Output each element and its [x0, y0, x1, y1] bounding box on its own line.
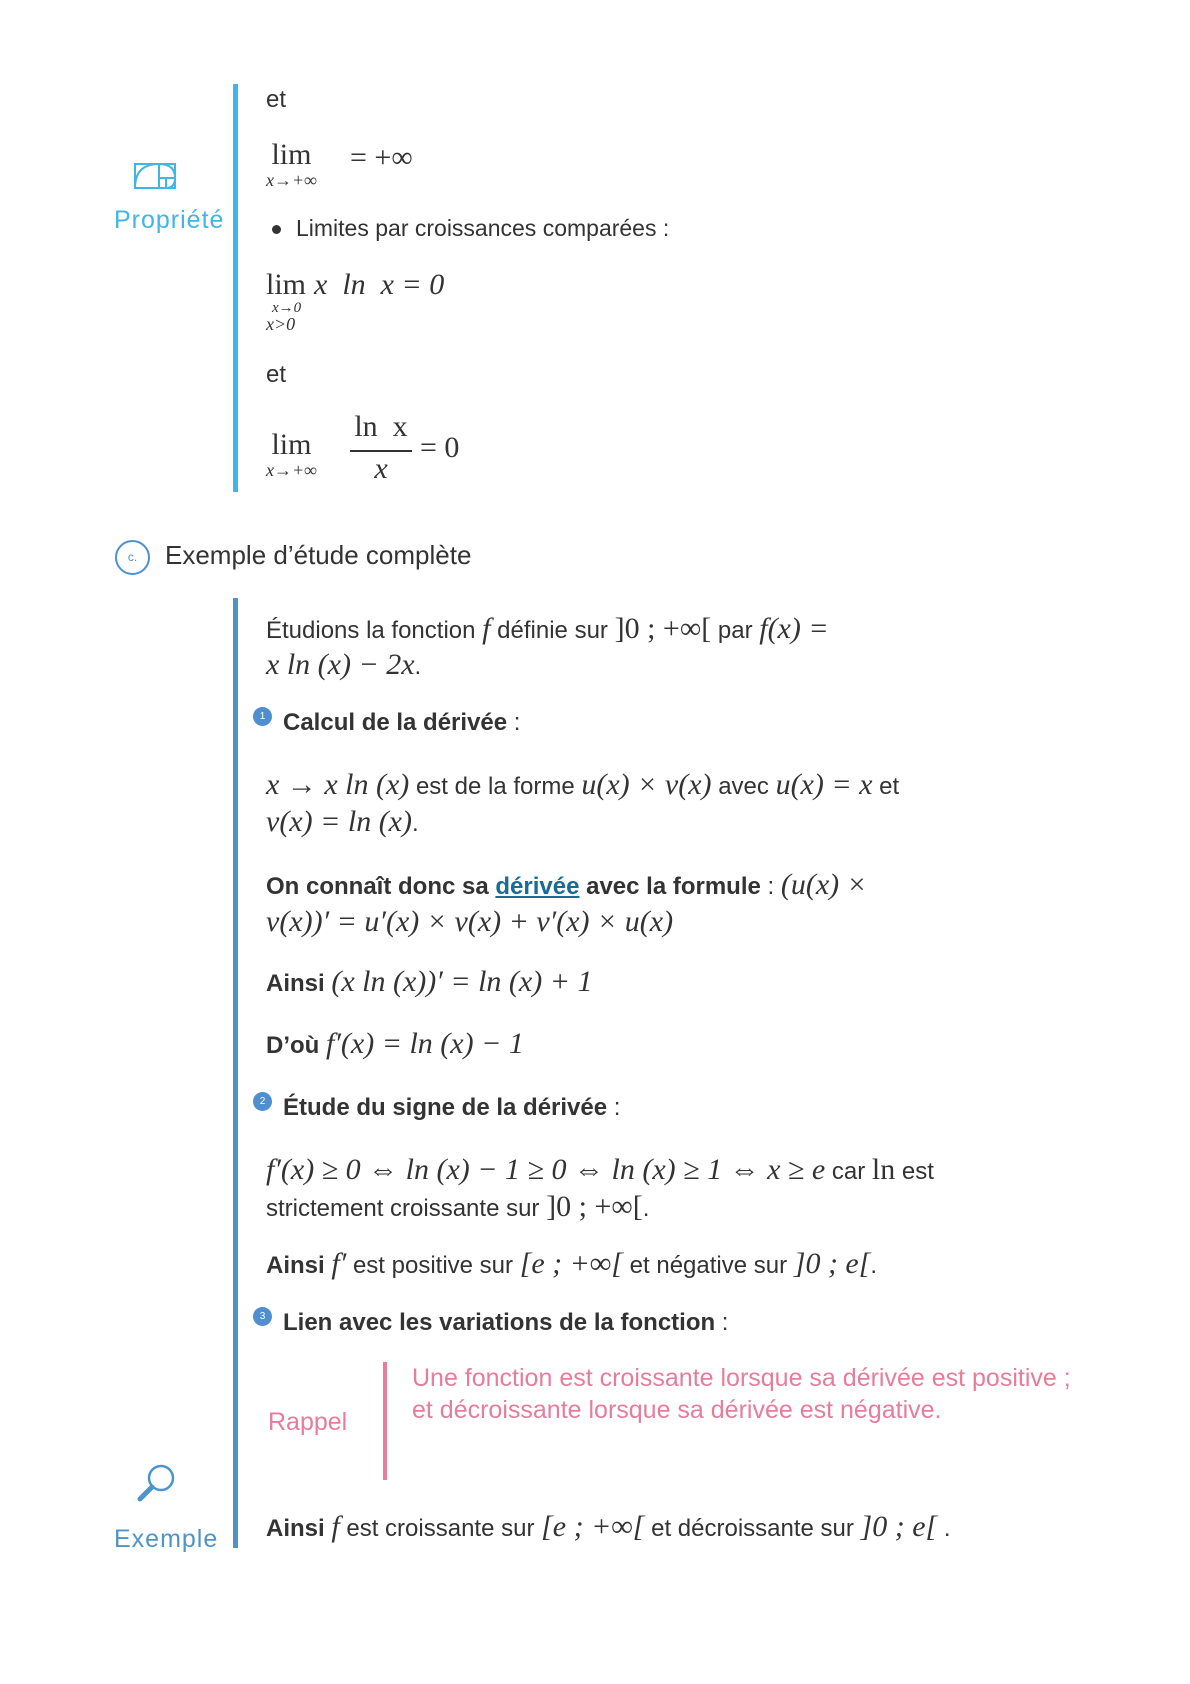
step-3-title: Lien avec les variations de la fonction — [283, 1309, 716, 1336]
limit-1 — [266, 140, 317, 190]
fraction-denominator: x — [374, 452, 388, 485]
lim-subscript-1: x→0 — [272, 300, 302, 316]
text: . — [412, 810, 419, 837]
text: . — [642, 1195, 650, 1222]
math: [e ; +∞[ — [541, 1510, 645, 1543]
magnifier-icon — [134, 1462, 178, 1506]
lim-subscript-2: x>0 — [266, 314, 296, 334]
rappel-label: Rappel — [268, 1408, 348, 1436]
text: est de la forme — [415, 773, 575, 800]
math: u(x) × v(x) — [581, 768, 712, 801]
limit-1-rhs: = +∞ — [350, 141, 413, 174]
bullet-text: Limites par croissances comparées : — [296, 215, 670, 241]
lim-subscript: x→+∞ — [266, 460, 317, 480]
step-3-heading — [283, 1309, 728, 1337]
step-2-ainsi — [266, 1247, 877, 1281]
text: avec — [718, 773, 769, 800]
step-1-line-2 — [266, 805, 419, 839]
rappel-text: Une fonction est croissante lorsque sa dérivée est positive ; et décroissante lorsque sa dérivée est négative. — [412, 1364, 1071, 1424]
step-2-badge: 2 — [253, 1092, 272, 1111]
known-line-1 — [266, 868, 867, 902]
text: car — [831, 1158, 866, 1185]
math: f — [331, 1510, 340, 1543]
et-text-2: et — [266, 361, 287, 388]
math: v(x))′ = u′(x) × v(x) + v′(x) × u(x) — [266, 905, 674, 938]
step-1-badge: 1 — [253, 707, 272, 726]
bold-text: On connaît donc sa — [266, 873, 489, 900]
intro-line-2 — [266, 648, 421, 682]
exemple-label: Exemple — [114, 1525, 219, 1553]
rappel-bar — [383, 1362, 387, 1480]
et-text-1: et — [266, 86, 287, 113]
bold-text: avec la formule — [586, 873, 761, 900]
propriete-bar — [233, 84, 238, 492]
math: f′(x) ≥ 0 ⇔ ln (x) − 1 ≥ 0 ⇔ ln (x) ≥ 1 ⇔ x ≥ e — [266, 1153, 826, 1186]
ainsi-label: Ainsi — [266, 1515, 325, 1542]
math: f′(x) = ln (x) − 1 — [326, 1027, 524, 1060]
dou-label: D’où — [266, 1032, 320, 1059]
step-2-colon: : — [607, 1094, 621, 1121]
text: et décroissante sur — [651, 1515, 854, 1542]
intro-math-1: f — [482, 612, 491, 645]
section-marker — [115, 540, 150, 575]
intro-line-1 — [266, 612, 829, 646]
math: ln — [871, 1153, 896, 1186]
colon: : — [760, 873, 775, 900]
math: x → x ln (x) — [266, 768, 410, 801]
math: [e ; +∞[ — [519, 1247, 623, 1280]
text: . — [870, 1252, 878, 1279]
ainsi-label: Ainsi — [266, 1252, 325, 1279]
lim-word: lim — [271, 138, 312, 171]
math: u(x) = x — [775, 768, 873, 801]
math: ]0 ; e[ — [793, 1247, 871, 1280]
bullet-dot — [272, 225, 281, 234]
step-1-heading — [283, 709, 520, 737]
step-3-ainsi — [266, 1510, 951, 1544]
lim-word: lim — [266, 268, 307, 301]
limit-3 — [266, 430, 317, 480]
text: . — [937, 1515, 951, 1542]
ainsi-label: Ainsi — [266, 970, 325, 997]
intro-text-3: par — [717, 617, 753, 644]
section-marker-text: c. — [127, 550, 138, 564]
step-2-line-1 — [266, 1153, 934, 1187]
text: et négative sur — [629, 1252, 788, 1279]
intro-math-3: f(x) = — [759, 612, 829, 645]
step-3-badge: 3 — [253, 1307, 272, 1326]
dou-line — [266, 1027, 524, 1061]
intro-text-2: définie sur — [497, 617, 608, 644]
step-1-colon: : — [507, 709, 521, 736]
math: f′ — [331, 1247, 347, 1280]
text: strictement croissante sur — [266, 1195, 540, 1222]
limit-3-fraction — [350, 410, 412, 486]
step-1-line-1 — [266, 768, 899, 802]
intro-text-4: . — [414, 653, 422, 680]
lim-subscript: x→+∞ — [266, 170, 317, 190]
limit-3-rhs: = 0 — [420, 431, 460, 464]
step-2-line-2 — [266, 1190, 649, 1224]
fraction-numerator: ln x — [354, 410, 408, 443]
math: (x ln (x))′ = ln (x) + 1 — [331, 965, 593, 998]
derivee-link[interactable]: dérivée — [495, 873, 580, 900]
math: ]0 ; e[ — [860, 1510, 938, 1543]
math: ]0 ; +∞[ — [546, 1190, 643, 1223]
lim-word: lim — [271, 428, 312, 461]
ainsi-line-1 — [266, 965, 592, 999]
text: est croissante sur — [346, 1515, 535, 1542]
propriete-label: Propriété — [114, 206, 225, 234]
text: est positive sur — [352, 1252, 514, 1279]
section-title: Exemple d’étude complète — [165, 540, 472, 570]
intro-text-1: Étudions la fonction — [266, 617, 476, 644]
golden-spiral-icon — [133, 162, 177, 190]
limit-2 — [266, 270, 306, 332]
step-2-heading — [283, 1094, 620, 1122]
step-3-colon: : — [715, 1309, 729, 1336]
math: (u(x) × — [780, 868, 867, 901]
intro-math-4: x ln (x) − 2x — [266, 648, 415, 681]
text: est — [901, 1158, 934, 1185]
text: et — [879, 773, 900, 800]
math: v(x) = ln (x) — [266, 805, 412, 838]
step-2-title: Étude du signe de la dérivée — [283, 1094, 608, 1121]
limit-2-expr: x ln x = 0 — [314, 268, 445, 301]
intro-math-2: ]0 ; +∞[ — [614, 612, 712, 645]
known-line-2 — [266, 905, 673, 939]
exemple-bar — [233, 598, 238, 1548]
step-1-title: Calcul de la dérivée — [283, 709, 508, 736]
